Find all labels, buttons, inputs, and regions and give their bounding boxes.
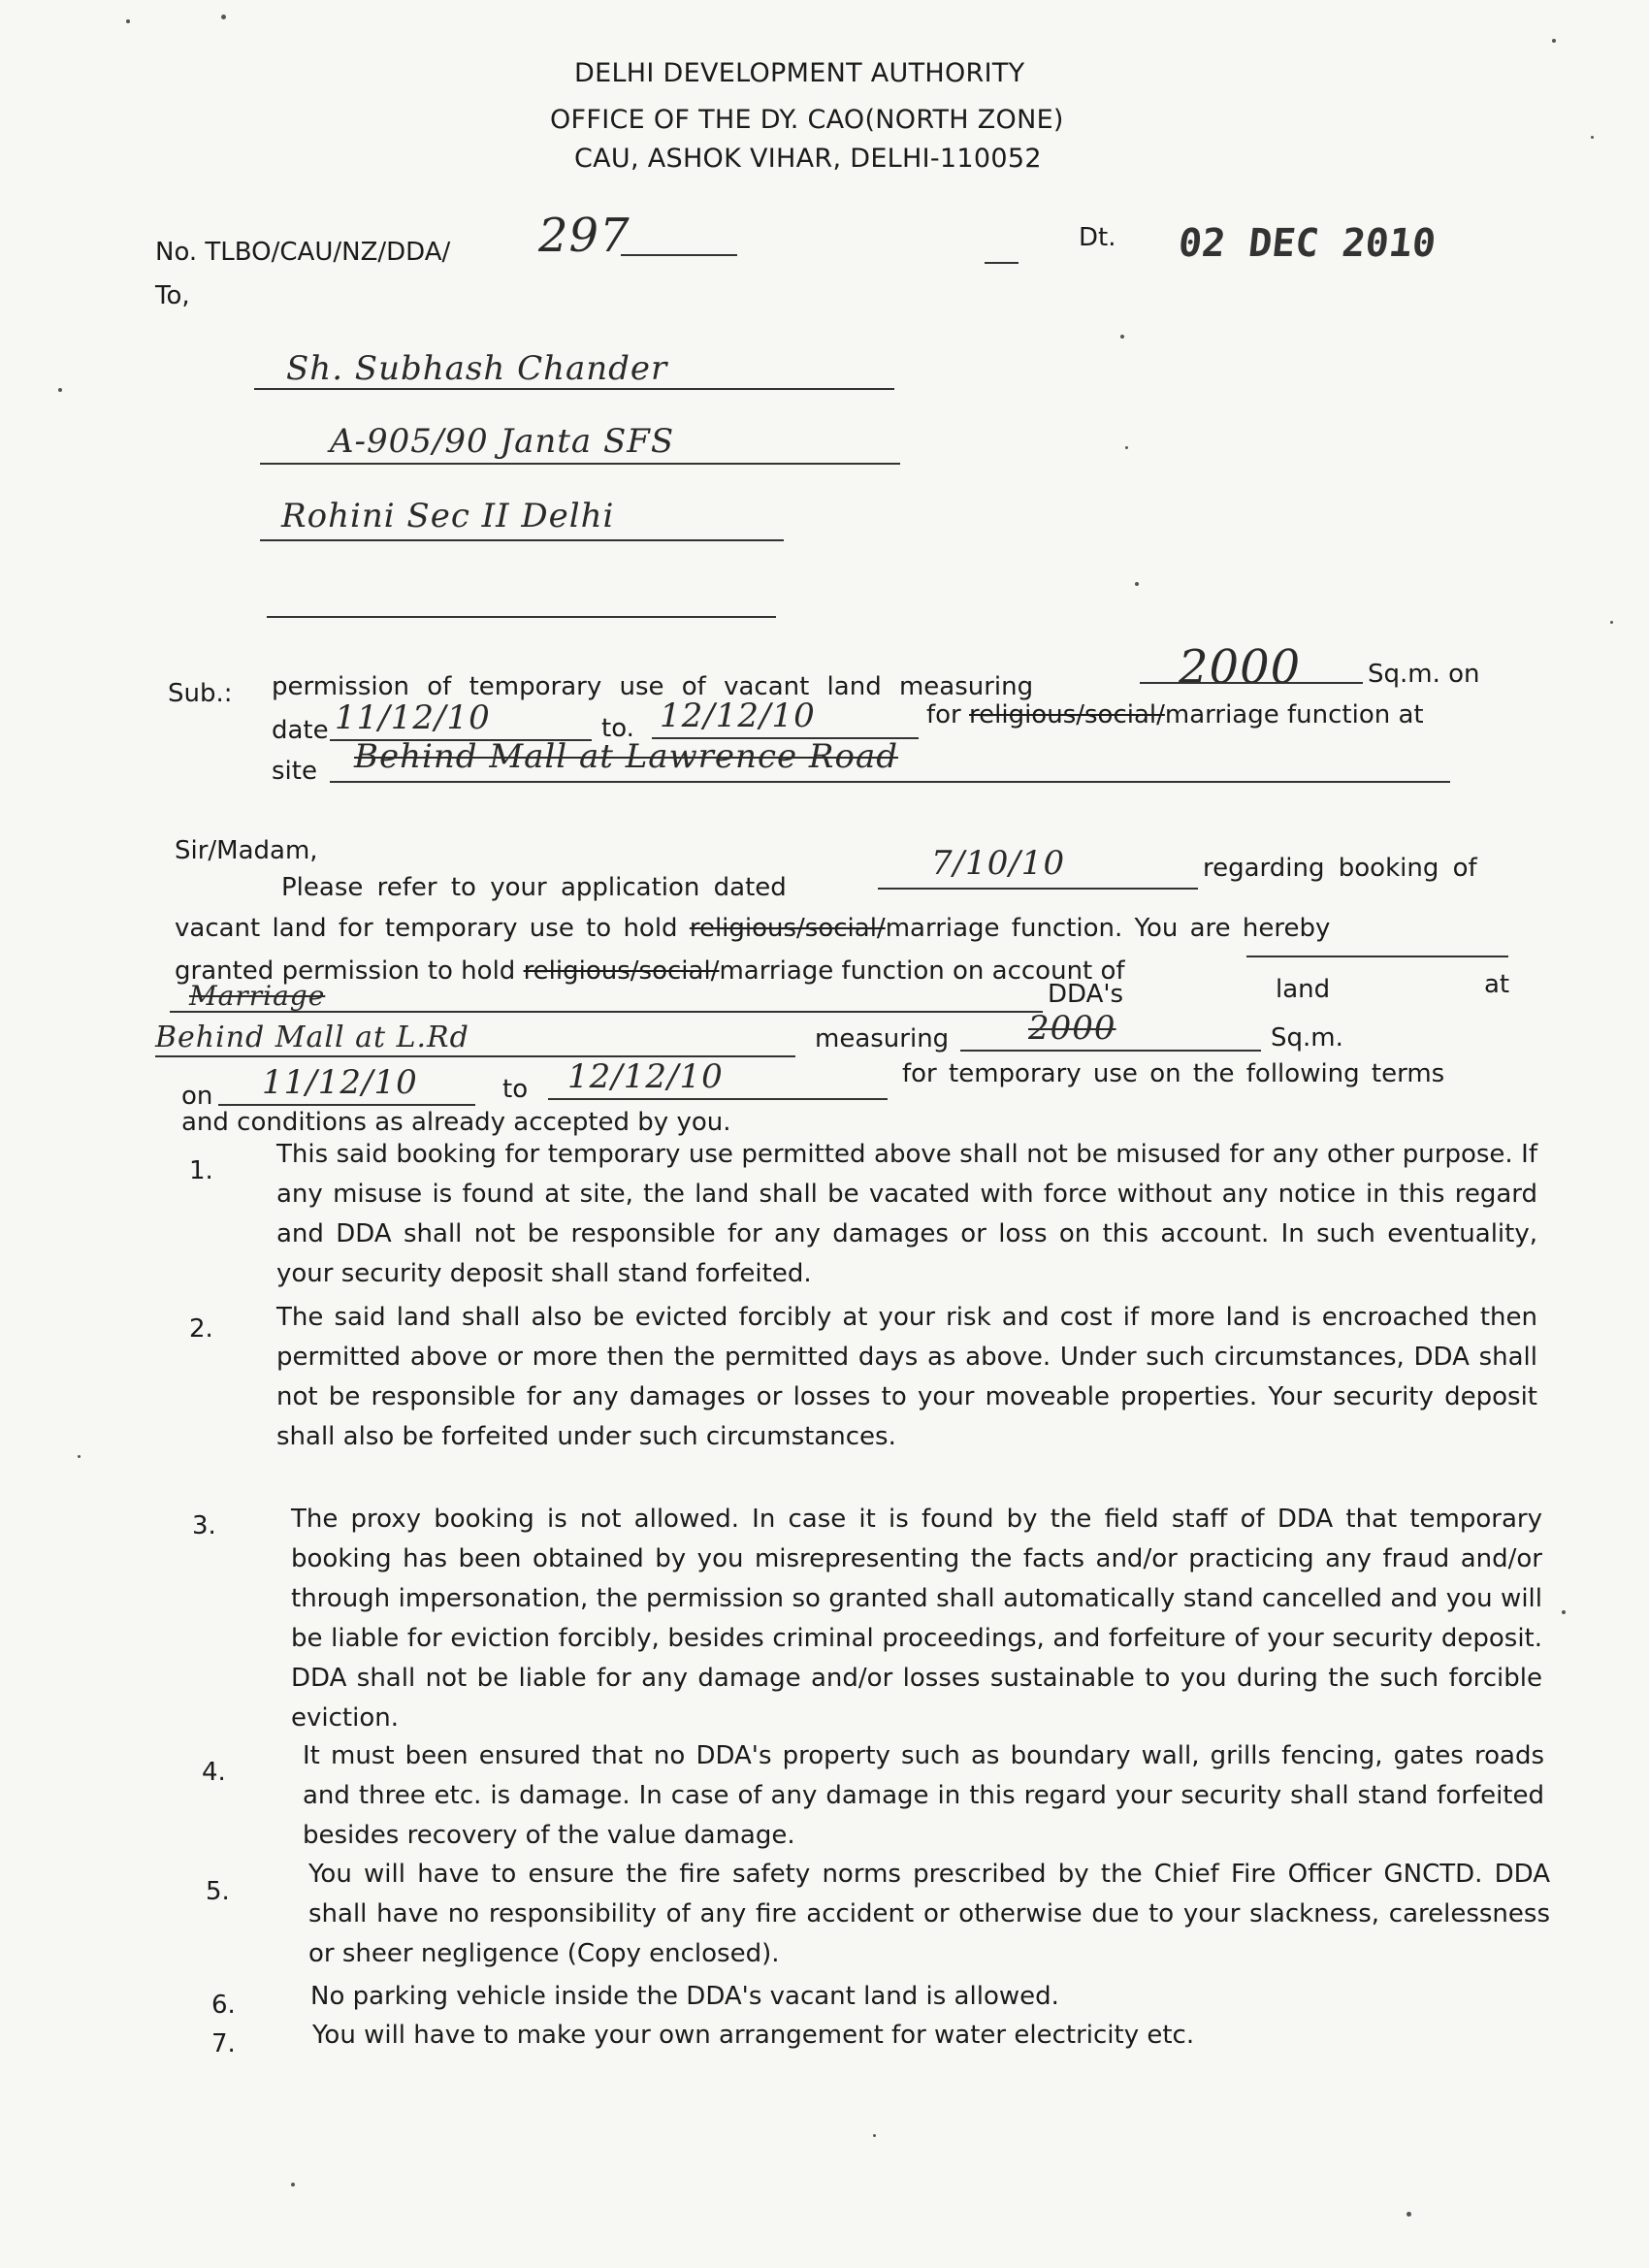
body-line-1b: regarding booking of: [1203, 854, 1477, 883]
condition-4-number: 4.: [202, 1758, 226, 1787]
subject-label: Sub.:: [168, 679, 233, 708]
at-label: at: [1484, 970, 1510, 999]
body-line-2b: marriage function. You are hereby: [885, 914, 1331, 943]
body-line-2-struck: religious/social/: [689, 914, 886, 943]
booking-to: 12/12/10: [567, 1057, 724, 1096]
condition-4-text: It must been ensured that no DDA's property such as boundary wall, grills fencing, gates roads and three etc. is damage. In case of any damage in this regard your security shall stand forfeited besides recovery of the value damage.: [303, 1741, 1544, 1850]
subject-date-label: date: [272, 716, 329, 745]
salutation: Sir/Madam,: [175, 836, 318, 865]
address-line-3: Rohini Sec II Delhi: [281, 497, 615, 535]
body-line-2a: vacant land for temporary use to hold: [175, 914, 678, 943]
measuring-label: measuring: [815, 1024, 950, 1053]
subject-struck-text: religious/social/: [969, 700, 1165, 729]
to-word: to: [502, 1075, 529, 1104]
condition-3-number: 3.: [192, 1511, 216, 1540]
body-line-3-struck: religious/social/: [523, 956, 720, 986]
body-line-3a: granted permission to hold: [175, 956, 516, 986]
condition-2-number: 2.: [189, 1314, 213, 1344]
condition-6-text: No parking vehicle inside the DDA's vacant land is allowed.: [310, 1982, 1059, 2011]
header-line-1: DELHI DEVELOPMENT AUTHORITY: [574, 58, 1025, 88]
subject-site-value: Behind Mall at Lawrence Road: [354, 737, 899, 776]
condition-1-text: This said booking for temporary use permitted above shall not be misused for any other purpose. If any misuse is found at site, the land shall be vacated with force without any notice in this regard and DDA shall not be responsible for any damages or loss on this account. In such eventuality, your security deposit shall stand forfeited.: [276, 1140, 1537, 1288]
body-line-7: and conditions as already accepted by you.: [181, 1108, 731, 1137]
booking-from: 11/12/10: [262, 1063, 418, 1102]
land-location-value: Behind Mall at L.Rd: [155, 1021, 469, 1054]
address-line-1: Sh. Subhash Chander: [286, 349, 668, 388]
ref-number-label: No. TLBO/CAU/NZ/DDA/: [155, 238, 451, 267]
date-label: Dt.: [1079, 223, 1116, 252]
subject-date-to: 12/12/10: [660, 697, 816, 735]
subject-for: [926, 700, 1424, 729]
condition-5-number: 5.: [206, 1877, 230, 1906]
condition-3-text: The proxy booking is not allowed. In case it is found by the field staff of DDA that temporary booking has been obtained by you misrepresenting the facts and/or practicing any fraud and/or through impersonation, the permission so granted shall automatically stand cancelled and you will be liable for eviction forcibly, besides criminal proceedings, and forfeiture of your security deposit. DDA shall not be liable for any damage and/or losses sustainable to you during the such forcible eviction.: [291, 1505, 1542, 1733]
body-line-2: [175, 914, 1330, 943]
on-label: on: [181, 1082, 213, 1111]
subject-sqm: Sq.m. on: [1368, 660, 1480, 689]
body-line-3b: marriage function on account of: [719, 956, 1125, 986]
condition-5-text: You will have to ensure the fire safety norms prescribed by the Chief Fire Officer GNCTD. DDA shall have no responsibility of any fire accident or otherwise due to your slackness, carelessness or sheer negligence (Copy enclosed).: [308, 1860, 1550, 1968]
subject-text-1: permission of temporary use of vacant land measuring: [272, 672, 1034, 701]
ref-number-value: 297: [538, 209, 630, 263]
condition-7-text: You will have to make your own arrangement for water electricity etc.: [312, 2021, 1195, 2050]
to-label: To,: [155, 281, 190, 310]
application-date: 7/10/10: [931, 844, 1066, 883]
measuring-area: 2000: [1028, 1009, 1116, 1048]
header-line-3: CAU, ASHOK VIHAR, DELHI-110052: [574, 144, 1042, 174]
condition-2-text: The said land shall also be evicted forcibly at your risk and cost if more land is encroached then permitted above or more then the permitted days as above. Under such circumstances, DDA shall not be responsible for any damages or losses to your moveable properties. Your security deposit shall also be forfeited under such circumstances.: [276, 1303, 1537, 1451]
subject-for-word: for: [926, 700, 961, 729]
date-stamp: 02 DEC 2010: [1176, 221, 1439, 266]
measuring-sqm: Sq.m.: [1271, 1023, 1343, 1053]
subject-date-from: 11/12/10: [335, 698, 491, 737]
account-of-value: Marriage: [189, 980, 326, 1012]
subject-to: to.: [601, 714, 634, 743]
condition-1-number: 1.: [189, 1156, 213, 1185]
address-line-2: A-905/90 Janta SFS: [330, 422, 675, 461]
body-line-6-rest: for temporary use on the following terms: [902, 1059, 1445, 1088]
header-line-2: OFFICE OF THE DY. CAO(NORTH ZONE): [550, 105, 1064, 135]
subject-function-text: marriage function at: [1164, 700, 1424, 729]
condition-7-number: 7.: [211, 2029, 236, 2058]
subject-area: 2000: [1179, 640, 1302, 695]
subject-site-label: site: [272, 757, 317, 786]
dda-label: DDA's: [1048, 980, 1124, 1009]
condition-6-number: 6.: [211, 1991, 236, 2020]
land-label: land: [1276, 975, 1331, 1004]
subject-line-1: [272, 672, 1033, 701]
body-line-1a: Please refer to your application dated: [281, 873, 787, 902]
